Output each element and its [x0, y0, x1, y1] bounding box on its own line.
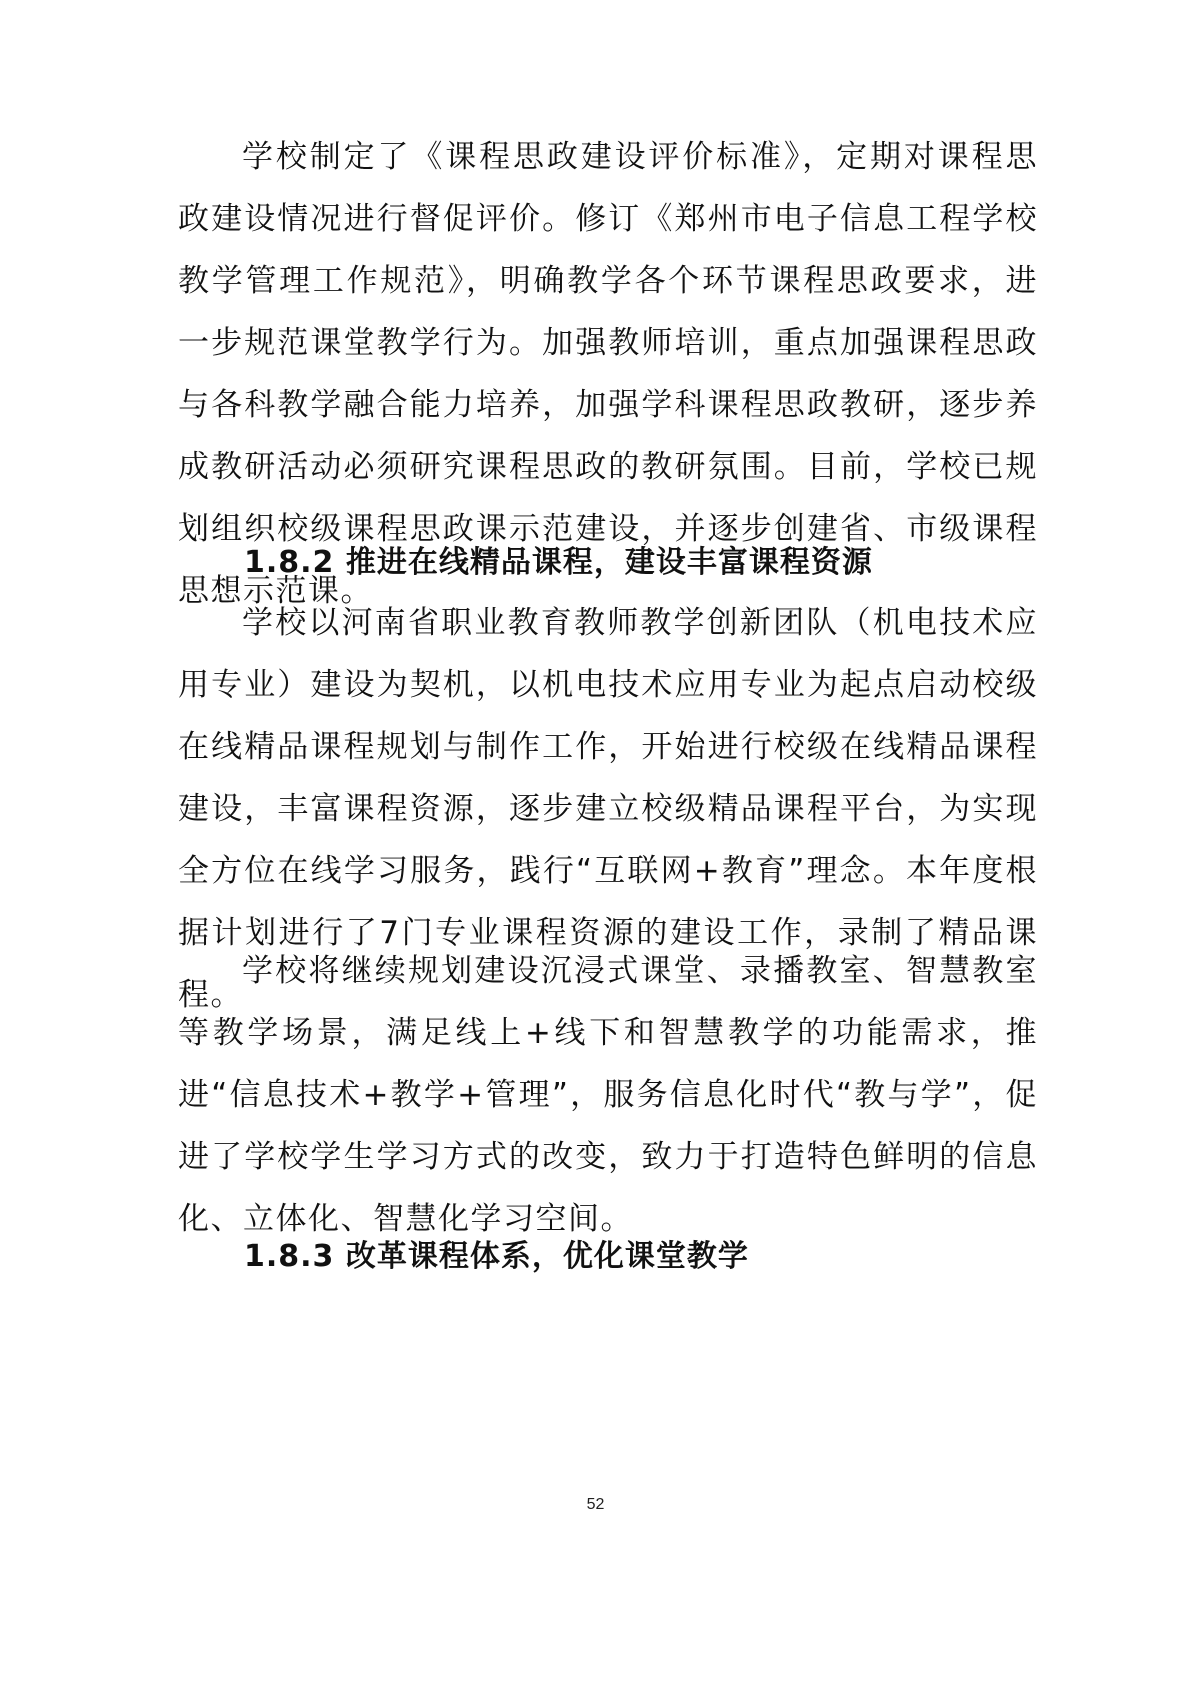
paragraph-course-ideology-evaluation: 学校制定了《课程思政建设评价标准》，定期对课程思政建设情况进行督促评价。修订《郑州市电子信息工程学校教学管理工作规范》，明确教学各个环节课程思政要求，进一步规范课堂教学行为。加强教师培训，重点加强课程思政与各科教学融合能力培养，加强学科课程思政教研，逐步养成教研活动必须研究课程思政的教研氛围。目前，学校已规划组织校级课程思政课示范建设，并逐步创建省、市级课程思想示范课。: [178, 139, 1038, 609]
paragraph-smart-classroom: 学校将继续规划建设沉浸式课堂、录播教室、智慧教室等教学场景，满足线上+线下和智慧教学的功能需求，推进“信息技术+教学+管理”，服务信息化时代“教与学”，促进了学校学生学习方式的改变，致力于打造特色鲜明的信息化、立体化、智慧化学习空间。: [178, 953, 1038, 1237]
paragraph-online-quality-courses: 学校以河南省职业教育教师教学创新团队（机电技术应用专业）建设为契机，以机电技术应用专业为起点启动校级在线精品课程规划与制作工作，开始进行校级在线精品课程建设，丰富课程资源，逐步建立校级精品课程平台，为实现全方位在线学习服务，践行“互联网+教育”理念。本年度根据计划进行了7门专业课程资源的建设工作，录制了精品课程。: [178, 605, 1038, 1013]
section-heading-1-8-2: 1.8.2 推进在线精品课程，建设丰富课程资源: [244, 545, 873, 580]
page-number: 52: [586, 1496, 605, 1513]
section-heading-1-8-3: 1.8.3 改革课程体系，优化课堂教学: [244, 1239, 749, 1274]
